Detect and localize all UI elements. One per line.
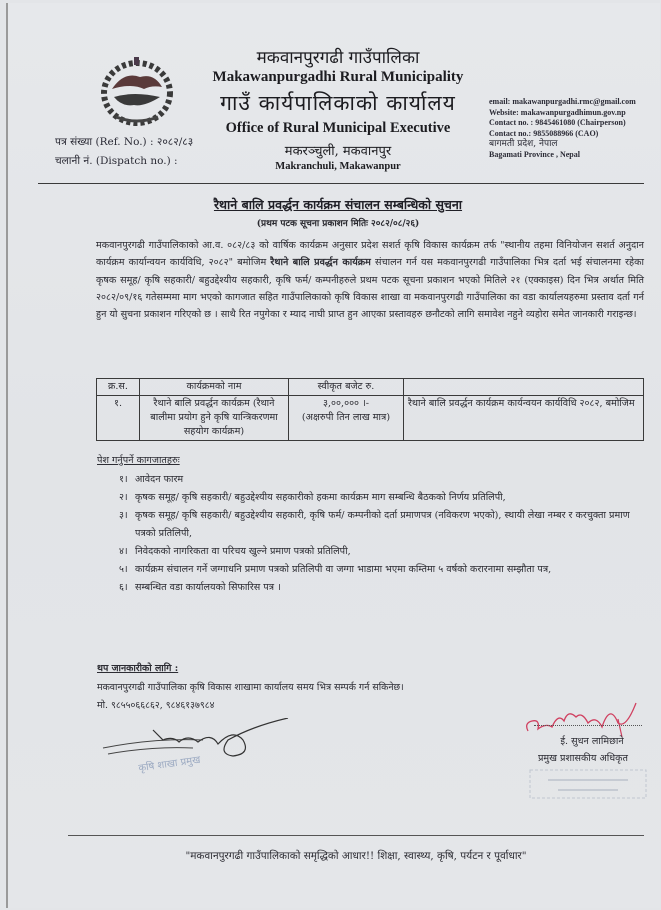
list-item: [119, 489, 645, 507]
list-item: [119, 507, 645, 543]
office-name-en: Office of Rural Municipal Executive: [225, 120, 451, 136]
cell-remarks: रैथाने बालि प्रवर्द्धन कार्यक्रम कार्यन्वयन कार्यविधि २०८२, बमोजिम: [404, 396, 644, 441]
item-number: ३।: [119, 510, 128, 521]
list-item: [119, 579, 645, 597]
item-number: ४।: [119, 546, 128, 557]
document-page: [6, 3, 660, 908]
item-number: २।: [119, 492, 128, 503]
municipality-name-en: Makawanpurgadhi Rural Municipality: [212, 69, 464, 85]
notice-title: रैथाने बालि प्रवर्द्धन कार्यक्रम संचालन सम्बन्धिको सुचना: [213, 197, 463, 212]
province-en: Bagamati Province , Nepal: [489, 149, 580, 159]
municipality-name-np: मकवानपुरगढी गाउँपालिका: [256, 48, 420, 68]
province-np: बागमती प्रदेश, नेपाल: [489, 139, 558, 149]
location-en: Makranchuli, Makawanpur: [275, 161, 401, 172]
cell-sn: १.: [97, 396, 140, 441]
list-item: [119, 471, 645, 489]
signature-line: [534, 725, 642, 726]
notice-body-part1: मकवानपुरगढी गाउँपालिकाको आ.व. ०८२/८३ को वार्षिक कार्यक्रम अनुसार प्रदेश सशर्त कृषि विकास कार्यक्रम तर्फ "स्थानीय तहमा विनियोजन सशर्त अनुदान कार्यक्रम कार्यान्वयन कार्यविधि, २०८२" बमोजिम: [96, 240, 644, 269]
dispatch-number: चलानी नं. (Dispatch no.) :: [55, 155, 178, 167]
list-item: [119, 543, 645, 561]
cell-budget: [289, 396, 404, 441]
header-program-name: कार्यक्रमको नाम: [140, 379, 289, 396]
footer-divider: [68, 835, 644, 836]
contact-website: Website: makawanpurgadhimun.gov.np: [489, 107, 626, 117]
item-number: ६।: [119, 582, 128, 593]
table-row: [97, 396, 644, 441]
contact-block: [489, 97, 636, 160]
cell-program-name: रैथाने बालि प्रवर्द्धन कार्यक्रम (रैथाने बालीमा प्रयोग हुने कृषि यान्त्रिकरणमा सहयोग कार्यक्रम): [140, 396, 289, 441]
budget-amount: ३,००,००० ।-: [323, 398, 369, 409]
signatory-title: प्रमुख प्रशासकीय अधिकृत: [537, 753, 629, 764]
nepal-emblem-icon: [94, 51, 180, 131]
header-budget: स्वीकृत बजेट रु.: [289, 379, 404, 396]
budget-words: (अक्षरुपी तिन लाख मात्र): [301, 412, 391, 423]
item-text: आवेदन फारम: [135, 474, 184, 485]
header-remarks: [404, 379, 644, 396]
item-number: १।: [119, 474, 128, 485]
header-sn: क्र.स.: [97, 379, 140, 396]
required-documents-heading: पेश गर्नुपर्ने कागजातहरुः: [97, 455, 180, 466]
office-name-np: गाउँ कार्यपालिकाको कार्यालय: [220, 91, 456, 115]
contact-chairperson: Contact no. : 9845461080 (Chairperson): [489, 118, 626, 127]
item-text: सम्बन्धित वडा कार्यालयको सिफारिस पत्र ।: [135, 582, 281, 593]
office-stamp-icon: [528, 768, 648, 800]
required-documents-list: [119, 471, 645, 597]
reference-number: पत्र संख्या (Ref. No.) : २०८२/८३: [55, 136, 194, 148]
location-np: मकरञ्चुली, मकवानपुर: [284, 144, 392, 159]
table-header-row: [97, 379, 644, 396]
signatory-name: ई. सुधन लामिछाने: [560, 736, 624, 747]
notice-body-part2: संचालन गर्न यस मकवानपुरगढी गाउँपालिका भित्र दर्ता भई संचालनमा रहेका कृषक समूह/ कृषि सहकारी/ बहुउद्देश्यीय सहकारी, कृषि फर्म/ कम्पनीहरुले प्रथम पटक सूचना प्रकाशन भएको मितिले २१ (एक्काइस) दिन भित्र अर्थात मिति २०८२/०९/१६ गतेसम्ममा माग भएको कागजात सहित गाउँपालिकाको कृषि विकास शाखा वा मकवानपुरगढी गाउँपालिका का वडा कार्यालयहरुमा प्रस्ताव दर्ता गर्न हुन यो सुचना प्रकाशन गरिएको छ । साथै रित नपुगेका र म्याद नाघी प्राप्त हुन आएका प्रस्तावहरु छनौटको लागि समावेश नहुने व्यहोरा समेत जानकारी गराइन्छ।: [96, 257, 644, 321]
contact-cao: Contact no.: 9855088966 (CAO): [489, 128, 599, 138]
program-table: [96, 378, 644, 441]
more-info-heading: थप जानकारीको लागि :: [97, 663, 179, 674]
more-info-phone: मो. ९८५५०६६८६२, ९८४६१३७९८४: [97, 700, 215, 711]
item-text: कृषक समूह/ कृषि सहकारी/ बहुउद्देश्यीय सहकारीको हकमा कार्यक्रम माग सम्बन्धि बैठकको निर्णय प्रतिलिपी,: [135, 492, 506, 503]
item-text: कृषक समूह/ कृषि सहकारी/ बहुउद्देश्यीय सहकारी, कृषि फर्म/ कम्पनीको दर्ता प्रमाणपत्र (नविकरण भएको), स्थायी लेखा नम्बर र करचुक्ता प्रमाण पत्रको प्रतिलिपी,: [135, 510, 630, 539]
list-item: [119, 561, 645, 579]
item-number: ५।: [119, 564, 128, 575]
department-head-stamp: कृषि शाखा प्रमुख: [137, 754, 202, 775]
footer-motto: "मकवानपुरगढी गाउँपालिकाको समृद्धिको आधार!! शिक्षा, स्वास्थ्य, कृषि, पर्यटन र पूर्वाधार": [185, 850, 527, 862]
notice-subtitle: (प्रथम पटक सूचना प्रकाशन मितिः २०८२/०८/२६): [256, 219, 420, 229]
more-info-text: मकवानपुरगढी गाउँपालिका कृषि विकास शाखामा कार्यालय समय भित्र सम्पर्क गर्न सकिनेछ।: [97, 682, 404, 693]
header-divider: [38, 183, 644, 184]
notice-body: [96, 237, 644, 323]
contact-email: email: makawanpurgadhi.rmc@gmail.com: [489, 97, 636, 106]
item-text: निवेदकको नागरिकता वा परिचय खुल्ने प्रमाण पत्रको प्रतिलिपी,: [135, 546, 351, 557]
notice-body-bold: रैथाने बालि प्रवर्द्धन कार्यक्रम: [270, 257, 371, 269]
item-text: कार्यक्रम संचालन गर्ने जग्गाधनि प्रमाण पत्रको प्रतिलिपी वा जग्गा भाडामा भएमा कम्तिमा ५ वर्षको करारनामा सम्झौता पत्र,: [135, 564, 552, 575]
